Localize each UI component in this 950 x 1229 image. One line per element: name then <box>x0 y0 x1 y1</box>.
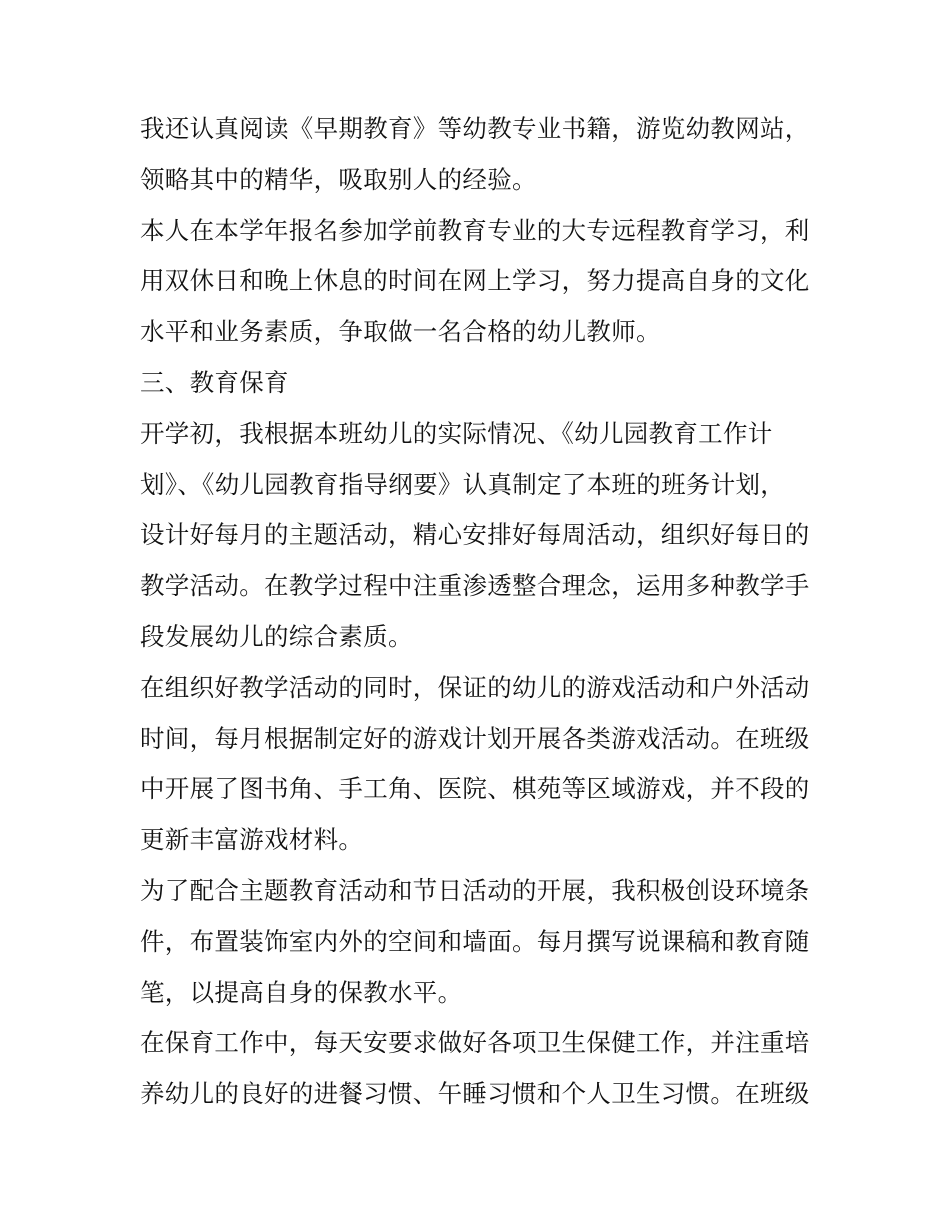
text-line: 时间，每月根据制定好的游戏计划开展各类游戏活动。在班级 <box>140 723 810 753</box>
text-line: 设计好每月的主题活动，精心安排好每周活动，组织好每日的 <box>140 520 810 550</box>
document-page <box>140 104 840 1120</box>
text-line: 更新丰富游戏材料。 <box>140 825 364 855</box>
text-line: 为了配合主题教育活动和节日活动的开展，我积极创设环境条 <box>140 875 810 905</box>
text-line: 划》、《幼儿园教育指导纲要》认真制定了本班的班务计划， <box>140 469 786 499</box>
section-heading: 三、教育保育 <box>140 367 289 397</box>
text-line: 笔，以提高自身的保教水平。 <box>140 977 463 1007</box>
text-line: 在组织好教学活动的同时，保证的幼儿的游戏活动和户外活动 <box>140 672 810 702</box>
text-line: 我还认真阅读《早期教育》等幼教专业书籍，游览幼教网站， <box>140 114 810 143</box>
text-line: 中开展了图书角、手工角、医院、棋苑等区域游戏，并不段的 <box>140 774 810 804</box>
text-line: 水平和业务素质，争取做一名合格的幼儿教师。 <box>140 317 661 347</box>
text-line: 开学初，我根据本班幼儿的实际情况、《幼儿园教育工作计 <box>140 418 773 448</box>
text-line: 教学活动。在教学过程中注重渗透整合理念，运用多种教学手 <box>140 571 810 601</box>
text-line: 领略其中的精华，吸取别人的经验。 <box>140 164 537 194</box>
text-line: 用双休日和晚上休息的时间在网上学习，努力提高自身的文化 <box>140 266 810 296</box>
text-line: 本人在本学年报名参加学前教育专业的大专远程教育学习，利 <box>140 215 810 245</box>
text-line: 段发展幼儿的综合素质。 <box>140 621 413 651</box>
text-line: 养幼儿的良好的进餐习惯、午睡习惯和个人卫生习惯。在班级 <box>140 1079 810 1109</box>
text-line: 件，布置装饰室内外的空间和墙面。每月撰写说课稿和教育随 <box>140 926 810 956</box>
text-line: 在保育工作中，每天安要求做好各项卫生保健工作，并注重培 <box>140 1028 810 1058</box>
